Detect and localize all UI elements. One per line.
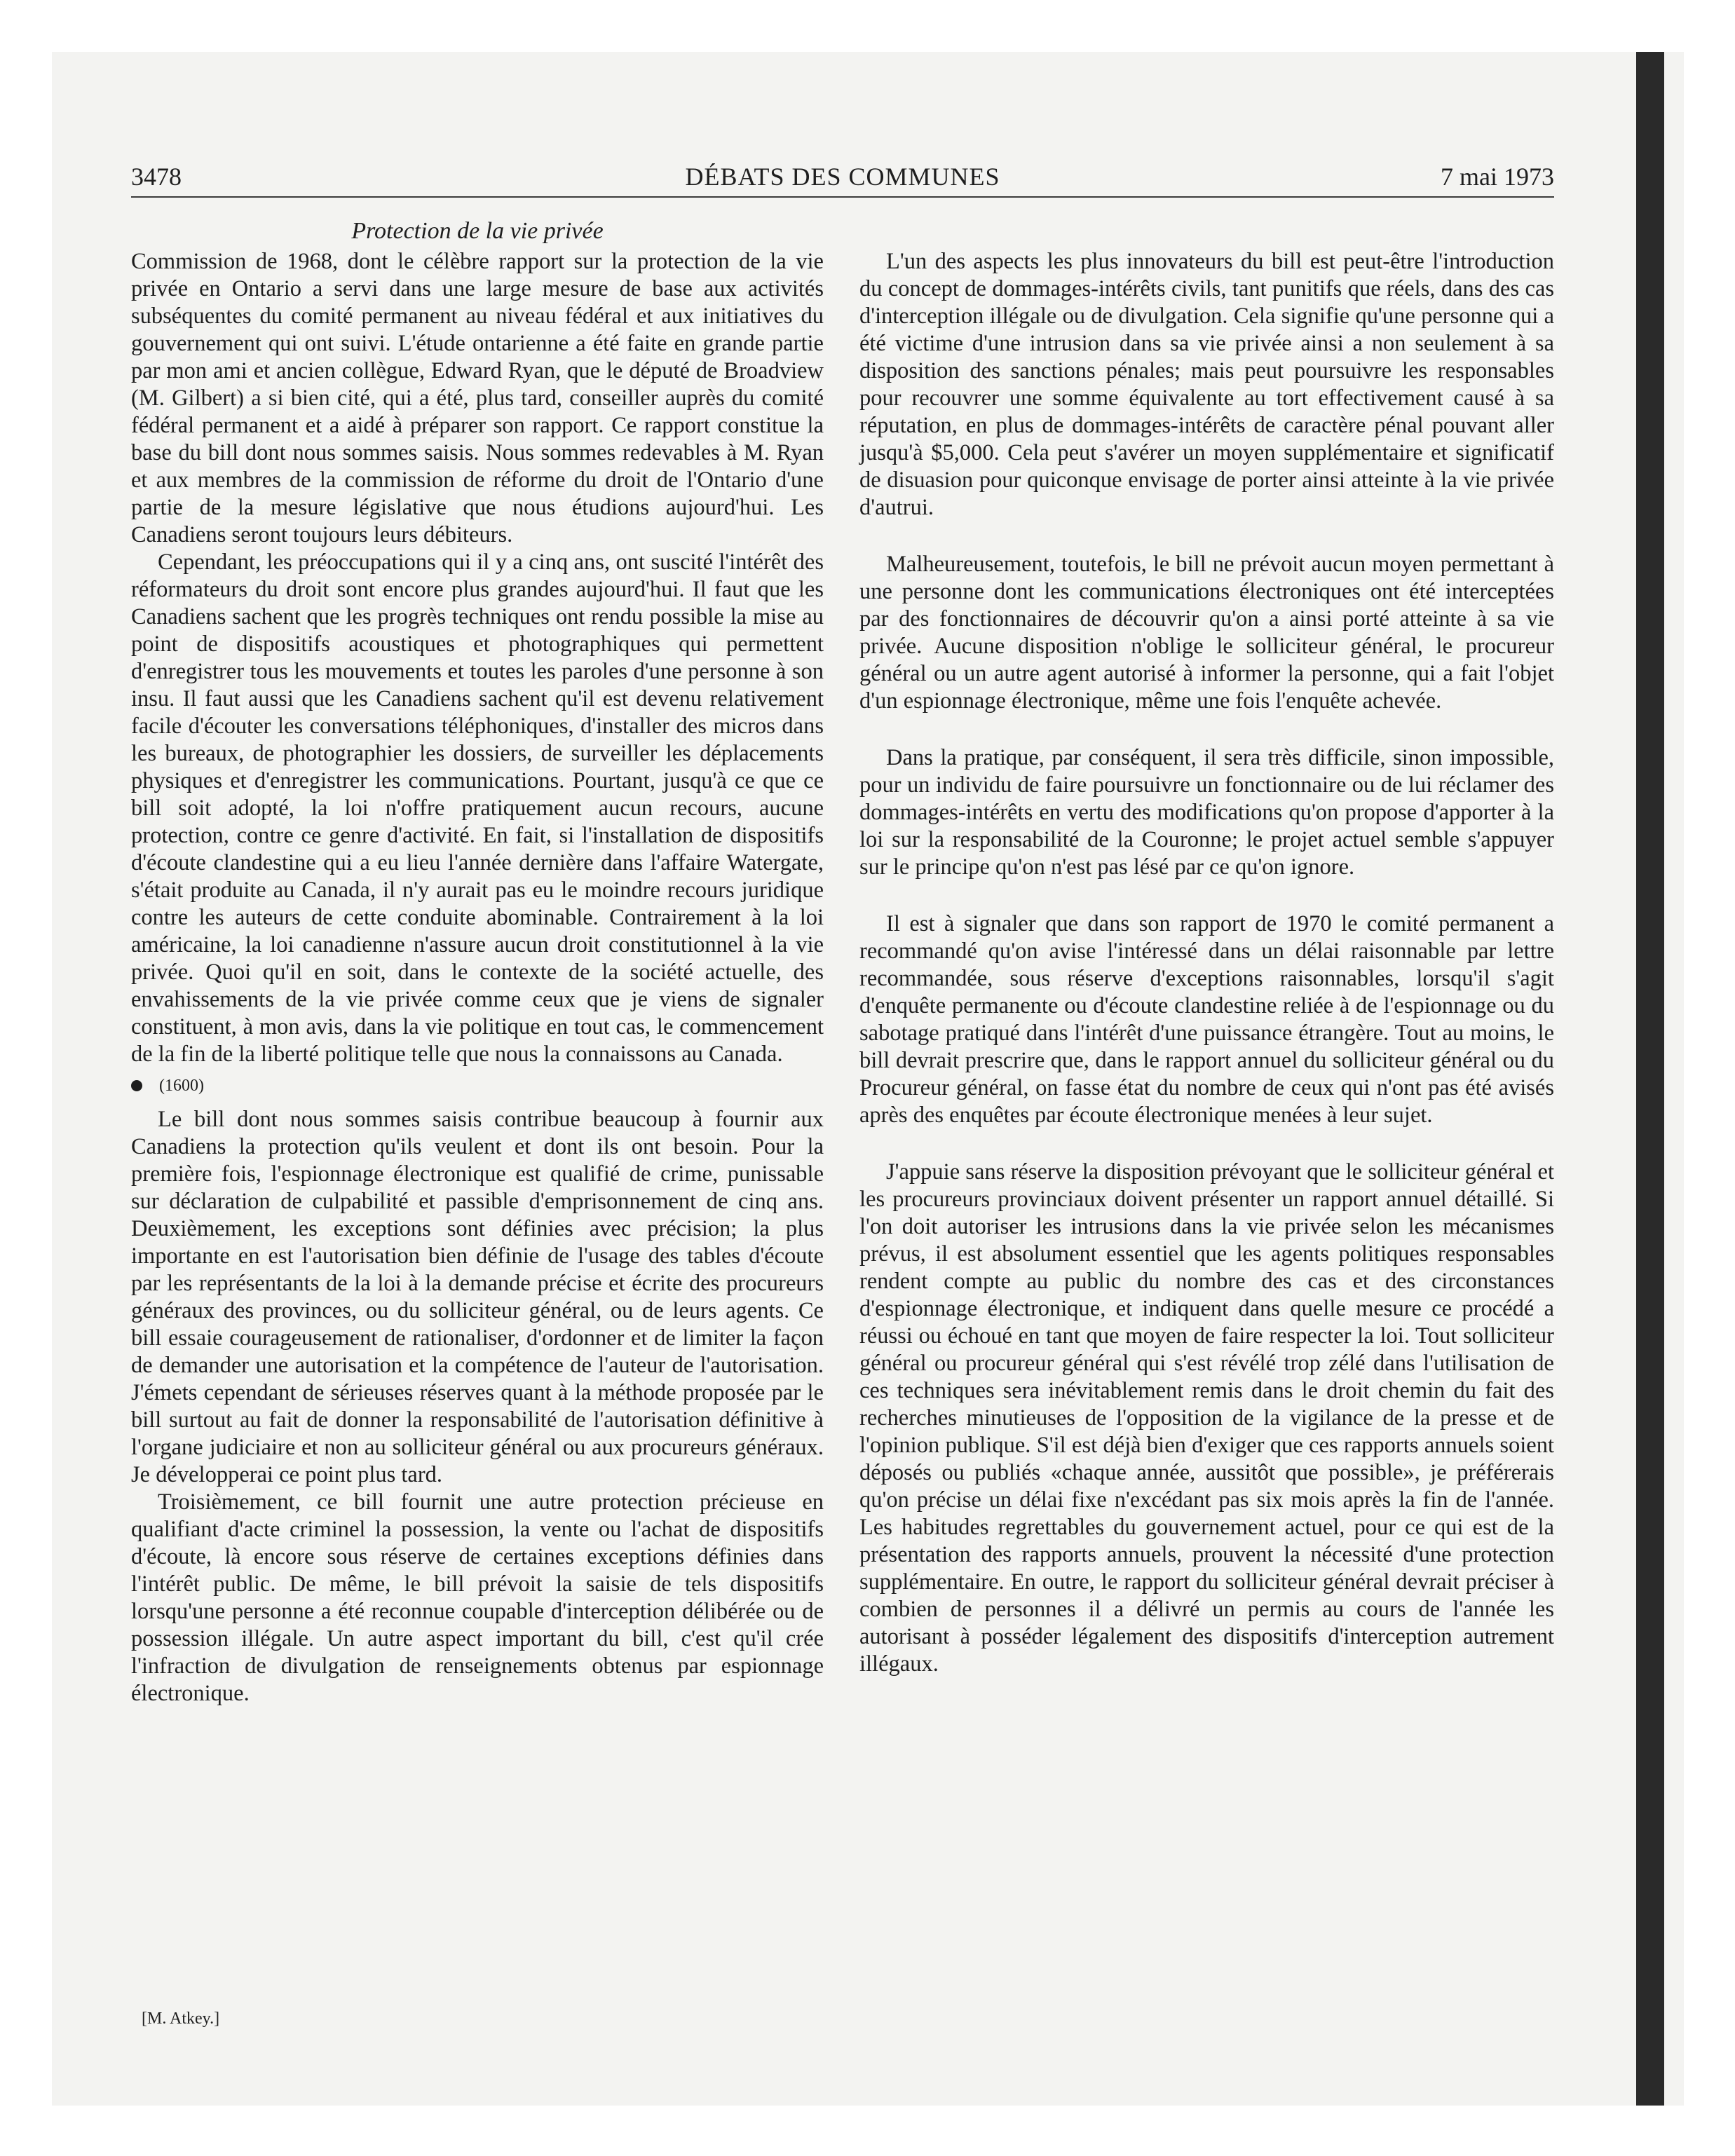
paragraph: J'appuie sans réserve la disposition prévoyant que le solliciteur général et les procureurs provinciaux doivent présenter un rapport annuel détaillé. Si l'on doit autoriser les intrusions dans la vie privée selon les mécanismes prévus, il est absolument essentiel que les agents politiques responsables rendent compte au public du nombre des cas et des circonstances d'espionnage électronique, et indiquent dans quelle mesure ce procédé a réussi ou échoué en tant que moyen de faire respecter la loi. Tout solliciteur général ou procureur général qui s'est révélé trop zélé dans l'utilisation de ces techniques sera inévitablement remis dans le droit chemin du fait des recherches minutieuses de l'opposition de la vigilance de la presse et de l'opinion publique. S'il est déjà bien d'exiger que ces rapports annuels soient déposés ou publiés «chaque année, aussitôt que possible», je préférerais qu'on précise un délai fixe n'excédant pas six mois après la fin de l'année. Les habitudes regrettables du gouvernement actuel, pour ce qui est de la présentation des rapports annuels, prouvent la nécessité d'une protection supplémentaire. En outre, le rapport du solliciteur général devrait préciser à combien de personnes il a délivré un permis au cours de l'année les autorisant à posséder légalement des dispositifs d'interception autrement illégaux. — [859, 1159, 1554, 1677]
time-marker-label: (1600) — [159, 1077, 204, 1095]
header-rule — [131, 196, 1554, 198]
section-title: Protection de la vie privée — [351, 218, 604, 244]
scan-edge-shadow — [1636, 52, 1664, 2106]
running-head — [131, 160, 1554, 193]
page-number: 3478 — [131, 163, 182, 191]
left-column — [131, 248, 824, 1707]
publication-title: DÉBATS DES COMMUNES — [685, 163, 1000, 191]
paragraph: L'un des aspects les plus innovateurs du bill est peut-être l'introduction du concept de dommages-intérêts civils, tant punitifs que réels, dans des cas d'interception illégale ou de divulgation. Cela signifie qu'une personne qui a été victime d'une intrusion dans sa vie privée ainsi a non seulement à sa disposition des sanctions pénales; mais peut poursuivre les responsables pour recouvrer une somme équivalente au tort effectivement causé à sa réputation, en plus de dommages-intérêts de caractère pénal pouvant aller jusqu'à $5,000. Cela peut s'avérer un moyen supplémentaire et significatif de disuasion pour quiconque envisage de porter ainsi atteinte à la vie privée d'autrui. — [859, 249, 1554, 520]
speaker-attribution: [M. Atkey.] — [142, 2010, 220, 2028]
bullet-icon — [131, 1080, 142, 1091]
right-column — [859, 248, 1554, 1678]
paragraph: Il est à signaler que dans son rapport de 1970 le comité permanent a recommandé qu'on avise l'intéressé dans un délai raisonnable par lettre recommandée, sous réserve d'exceptions raisonnables, lorsqu'il s'agit d'enquête permanente ou d'écoute clandestine reliée à de l'espionnage ou du sabotage pratiqué dans l'intérêt d'une puissance étrangère. Tout au moins, le bill devrait prescrire que, dans le rapport annuel du solliciteur général ou du Procureur général, on fasse état du nombre de ceux qui n'ont pas été avisés après des enquêtes par écoute électronique menées à leur sujet. — [859, 911, 1554, 1128]
paragraph: Le bill dont nous sommes saisis contribue beaucoup à fournir aux Canadiens la protection qu'ils veulent et dont ils ont besoin. Pour la première fois, l'espionnage électronique est qualifié de crime, punissable sur déclaration de culpabilité et passible d'emprisonnement de cinq ans. Deuxièmement, les exceptions sont définies avec précision; la plus importante en est l'autorisation bien définie de l'usage des tables d'écoute par les représentants de la loi à la demande précise et écrite des procureurs généraux des provinces, ou du solliciteur général, ou de leurs agents. Ce bill essaie courageusement de rationaliser, d'ordonner et de limiter la façon de demander une autorisation et la compétence de l'auteur de l'autorisation. J'émets cependant de sérieuses réserves quant à la méthode proposée par le bill surtout au fait de donner la responsabilité de l'autorisation définitive à l'organe judiciaire et non au solliciteur général ou aux procureurs généraux. Je développerai ce point plus tard. — [131, 1107, 824, 1487]
paragraph: Malheureusement, toutefois, le bill ne prévoit aucun moyen permettant à une personne dont les communications électroniques ont été interceptées par des fonctionnaires de découvrir qu'on a ainsi porté atteinte à sa vie privée. Aucune disposition n'oblige le solliciteur général, le procureur général ou un autre agent autorisé à informer la personne, qui a fait l'objet d'un espionnage électronique, même une fois l'enquête achevée. — [859, 552, 1554, 714]
paragraph: Cependant, les préoccupations qui il y a cinq ans, ont suscité l'intérêt des réformateurs du droit sont encore plus grandes aujourd'hui. Il faut que les Canadiens sachent que les progrès techniques ont rendu possible la mise au point de dispositifs acoustiques et photographiques qui permettent d'enregistrer tous les mouvements et toutes les paroles d'une personne à son insu. Il faut aussi que les Canadiens sachent qu'il est devenu relativement facile d'écouter les conversations téléphoniques, d'installer des micros dans les bureaux, de photographier les dossiers, de surveiller les déplacements physiques et d'enregistrer les communications. Pourtant, jusqu'à ce que ce bill soit adopté, la loi n'offre pratiquement aucun recours, aucune protection, contre ce genre d'activité. En fait, si l'installation de dispositifs d'écoute clandestine qui a eu lieu l'année dernière dans l'affaire Watergate, s'était produite au Canada, il n'y aurait pas eu le moindre recours juridique contre les auteurs de cette conduite abominable. Contrairement à la loi américaine, la loi canadienne n'assure aucun droit constitutionnel à la vie privée. Quoi qu'il en soit, dans le contexte de la société actuelle, des envahissements de la vie privée comme ceux que je viens de signaler constituent, à mon avis, dans la vie politique en tout cas, le commencement de la fin de la liberté politique telle que nous la connaissons au Canada. — [131, 550, 824, 1067]
issue-date: 7 mai 1973 — [1441, 163, 1554, 191]
paragraph: Commission de 1968, dont le célèbre rapport sur la protection de la vie privée en Ontario a servi dans une large mesure de base aux activités subséquentes du comité permanent au niveau fédéral et aux initiatives du gouvernement qui ont suivi. L'étude ontarienne a été faite en grande partie par mon ami et ancien collègue, Edward Ryan, que le député de Broadview (M. Gilbert) a si bien cité, qui a été, plus tard, conseiller auprès du comité fédéral permanent et a aidé à préparer son rapport. Ce rapport constitue la base du bill dont nous sommes saisis. Nous sommes redevables à M. Ryan et aux membres de la commission de réforme du droit de l'Ontario d'une partie de la mesure législative que nous étudions aujourd'hui. Les Canadiens seront toujours leurs débiteurs. — [131, 249, 824, 547]
paragraph: Dans la pratique, par conséquent, il sera très difficile, sinon impossible, pour un individu de faire poursuivre un fonctionnaire ou de lui réclamer des dommages-intérêts en vertu des modifications qu'on propose d'apporter à la loi sur la responsabilité de la Couronne; le projet actuel semble s'appuyer sur le principe qu'on n'est pas lésé par ce qu'on ignore. — [859, 745, 1554, 880]
paragraph: Troisièmement, ce bill fournit une autre protection précieuse en qualifiant d'acte criminel la possession, la vente ou l'achat de dispositifs d'écoute, là encore sous réserve de certaines exceptions définies dans l'intérêt public. De même, le bill prévoit la saisie de tels dispositifs lorsqu'une personne a été reconnue coupable d'interception délibérée ou de possession illégale. Un autre aspect important du bill, c'est qu'il crée l'infraction de divulgation de renseignements obtenus par espionnage électronique. — [131, 1489, 824, 1706]
time-marker — [131, 1074, 824, 1098]
